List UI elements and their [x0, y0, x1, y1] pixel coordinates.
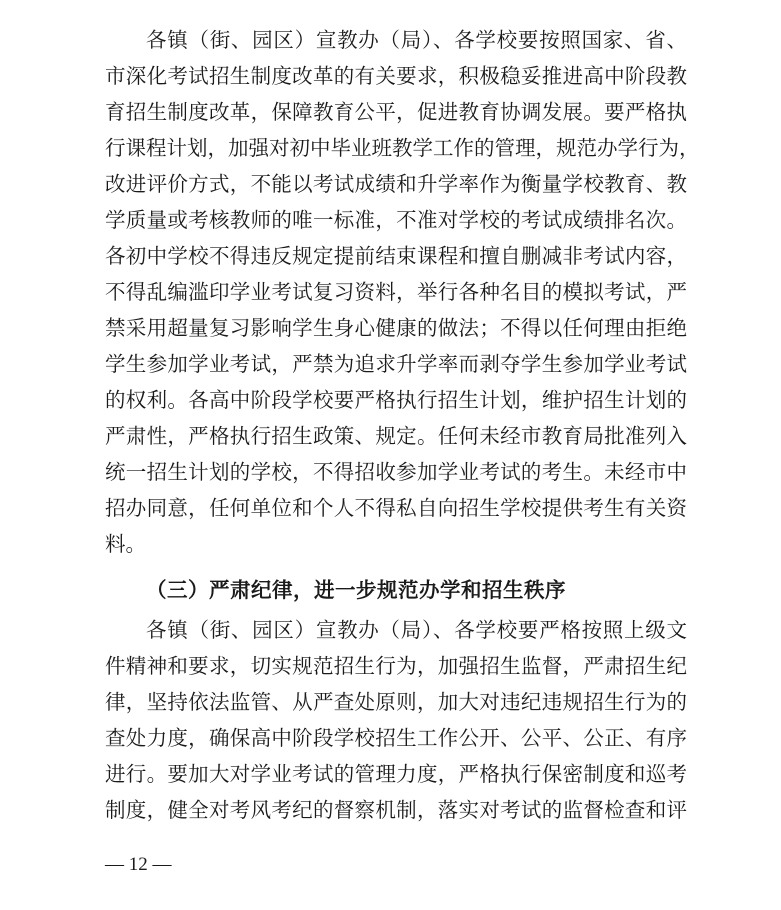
- paragraph-1-line: 行课程计划，加强对初中毕业班教学工作的管理，规范办学行为，: [105, 136, 700, 160]
- paragraph-1-line: 育招生制度改革，保障教育公平，促进教育协调发展。要严格执: [105, 100, 687, 124]
- paragraph-2-line: 查处力度，确保高中阶段学校招生工作公开、公平、公正、有序: [105, 726, 687, 750]
- paragraph-1-line: 招办同意，任何单位和个人不得私自向招生学校提供考生有关资: [105, 496, 687, 520]
- paragraph-2-line: 各镇（街、园区）宣教办（局）、各学校要严格按照上级文: [146, 618, 687, 642]
- paragraph-1-line: 禁采用超量复习影响学生身心健康的做法；不得以任何理由拒绝: [105, 316, 687, 340]
- paragraph-1-line: 料。: [105, 532, 146, 556]
- paragraph-1-line: 市深化考试招生制度改革的有关要求，积极稳妥推进高中阶段教: [105, 64, 687, 88]
- paragraph-1-line: 各初中学校不得违反规定提前结束课程和擅自删减非考试内容，: [105, 244, 687, 268]
- paragraph-1-line: 改进评价方式，不能以考试成绩和升学率作为衡量学校教育、教: [105, 172, 687, 196]
- paragraph-1-line: 统一招生计划的学校，不得招收参加学业考试的考生。未经市中: [105, 460, 687, 484]
- section-heading: （三）严肃纪律，进一步规范办学和招生秩序: [146, 578, 566, 602]
- paragraph-2-line: 进行。要加大对学业考试的管理力度，严格执行保密制度和巡考: [105, 762, 687, 786]
- paragraph-1-line: 各镇（街、园区）宣教办（局）、各学校要按照国家、省、: [146, 28, 687, 52]
- page-number: — 12 —: [105, 854, 172, 875]
- paragraph-2-line: 制度，健全对考风考纪的督察机制，落实对考试的监督检查和评: [105, 798, 687, 822]
- paragraph-2-line: 律，坚持依法监管、从严查处原则，加大对违纪违规招生行为的: [105, 690, 687, 714]
- paragraph-1-line: 学生参加学业考试，严禁为追求升学率而剥夺学生参加学业考试: [105, 352, 687, 376]
- paragraph-1-line: 学质量或考核教师的唯一标准，不准对学校的考试成绩排名次。: [105, 208, 687, 232]
- paragraph-1-line: 不得乱编滥印学业考试复习资料，举行各种名目的模拟考试，严: [105, 280, 687, 304]
- paragraph-2-line: 件精神和要求，切实规范招生行为，加强招生监督，严肃招生纪: [105, 654, 687, 678]
- paragraph-1-line: 严肃性，严格执行招生政策、规定。任何未经市教育局批准列入: [105, 424, 687, 448]
- paragraph-1-line: 的权利。各高中阶段学校要严格执行招生计划，维护招生计划的: [105, 388, 687, 412]
